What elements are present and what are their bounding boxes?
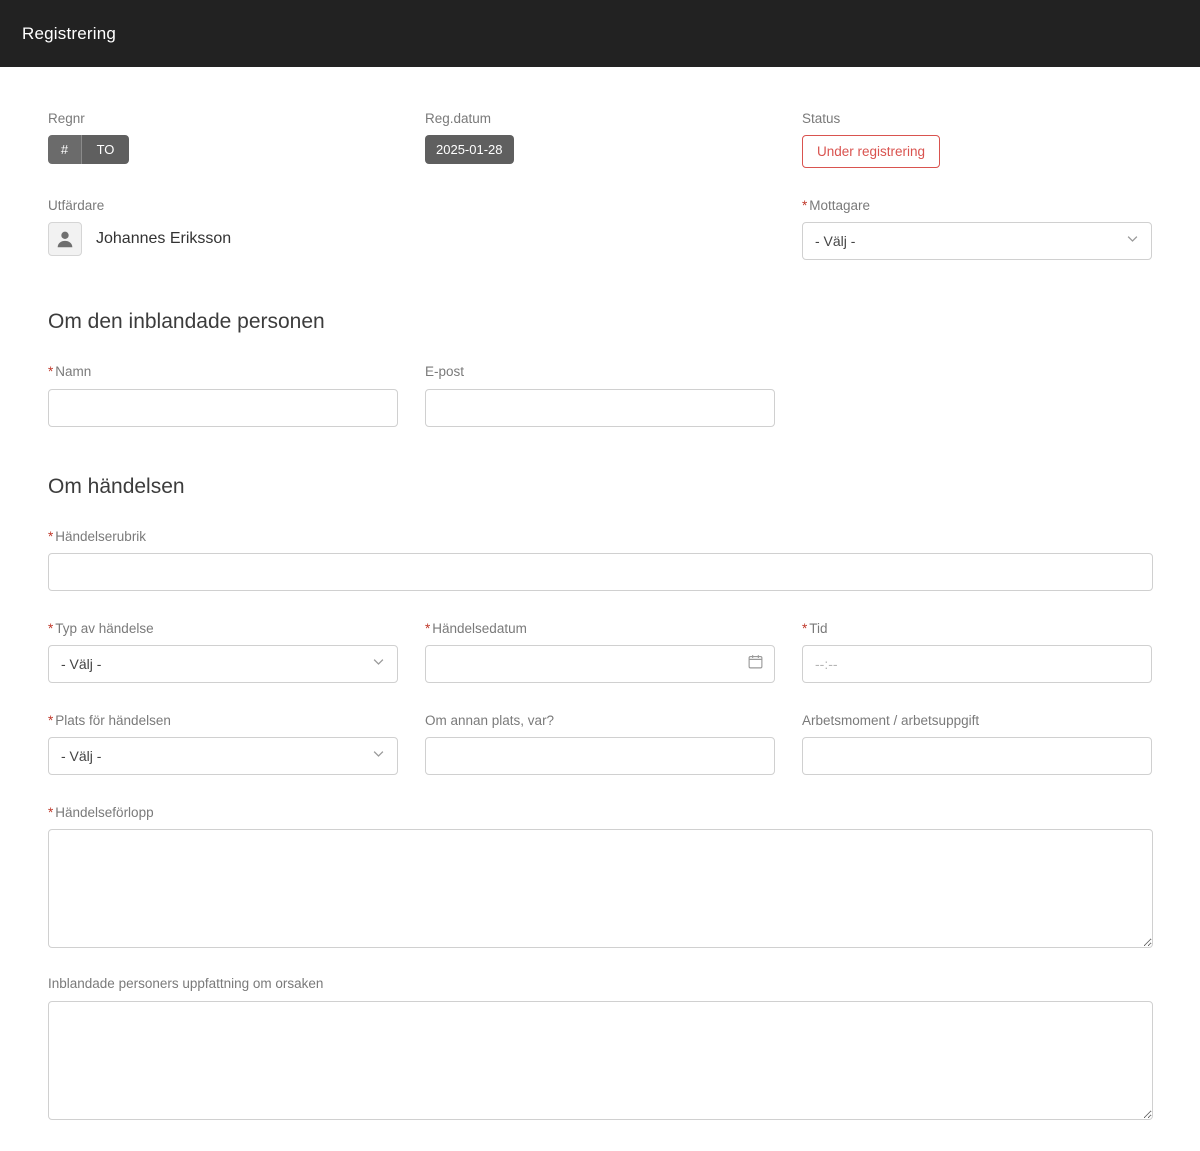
person-spacer bbox=[802, 364, 1152, 426]
required-marker: * bbox=[802, 198, 808, 214]
required-marker: * bbox=[48, 528, 54, 544]
status-group bbox=[802, 111, 1152, 168]
tid-group bbox=[802, 621, 1152, 683]
required-marker: * bbox=[425, 620, 431, 636]
mottagare-group bbox=[802, 198, 1152, 260]
annan-plats-label: Om annan plats, var? bbox=[425, 712, 555, 728]
typ-label bbox=[48, 621, 398, 637]
namn-label bbox=[48, 364, 398, 380]
event-row-2 bbox=[48, 713, 1152, 775]
issuer-value bbox=[48, 222, 398, 256]
handelserubrik-group bbox=[48, 529, 1152, 591]
regnr-badge bbox=[48, 135, 129, 164]
namn-label-text: Namn bbox=[55, 364, 92, 380]
required-marker: * bbox=[48, 712, 54, 728]
datum-label-text: Händelsedatum bbox=[432, 620, 527, 636]
plats-label-text: Plats för händelsen bbox=[55, 712, 171, 728]
plats-select-wrap[interactable] bbox=[48, 737, 398, 775]
page-title: Registrering bbox=[22, 23, 117, 43]
uppfattning-group bbox=[48, 976, 1152, 1119]
regdatum-label: Reg.datum bbox=[425, 111, 492, 126]
person-fields-row bbox=[48, 364, 1152, 426]
mottagare-label-text: Mottagare bbox=[809, 198, 871, 214]
spacer-cell bbox=[425, 198, 802, 260]
datum-group bbox=[425, 621, 802, 683]
handelseforlopp-label-text: Händelseförlopp bbox=[55, 805, 154, 821]
plats-select[interactable] bbox=[48, 737, 398, 775]
namn-group bbox=[48, 364, 425, 426]
issuer-name: Johannes Eriksson bbox=[96, 230, 232, 248]
typ-group bbox=[48, 621, 425, 683]
regnr-group bbox=[48, 111, 425, 168]
arbetsmoment-input[interactable] bbox=[802, 737, 1152, 775]
handelserubrik-input[interactable] bbox=[48, 553, 1153, 591]
typ-select-wrap[interactable] bbox=[48, 645, 398, 683]
regnr-prefix: # bbox=[48, 135, 81, 164]
handelserubrik-label bbox=[48, 529, 1152, 545]
datum-label bbox=[425, 621, 775, 637]
mottagare-select-wrap[interactable] bbox=[802, 222, 1152, 260]
status-label: Status bbox=[802, 111, 841, 126]
datum-input[interactable] bbox=[425, 645, 775, 683]
epost-label: E-post bbox=[425, 364, 465, 380]
section-title-event: Om händelsen bbox=[48, 474, 185, 498]
calendar-icon[interactable] bbox=[747, 653, 764, 675]
arbetsmoment-group bbox=[802, 713, 1152, 775]
regdatum-value: 2025-01-28 bbox=[425, 135, 514, 164]
uppfattning-label: Inblandade personers uppfattning om orsaken bbox=[48, 976, 324, 992]
mottagare-select[interactable] bbox=[802, 222, 1152, 260]
namn-input[interactable] bbox=[48, 389, 398, 427]
user-avatar-icon bbox=[48, 222, 82, 256]
epost-group bbox=[425, 364, 802, 426]
typ-label-text: Typ av händelse bbox=[55, 620, 154, 636]
issuer-group bbox=[48, 198, 425, 260]
meta-row bbox=[48, 111, 1152, 168]
required-marker: * bbox=[48, 364, 54, 380]
regnr-label: Regnr bbox=[48, 111, 85, 126]
annan-plats-input[interactable] bbox=[425, 737, 775, 775]
issuer-label: Utfärdare bbox=[48, 198, 105, 214]
handelseforlopp-group bbox=[48, 805, 1152, 948]
issuer-row bbox=[48, 198, 1152, 260]
handelserubrik-label-text: Händelserubrik bbox=[55, 528, 147, 544]
typ-select[interactable] bbox=[48, 645, 398, 683]
app-header bbox=[0, 0, 1200, 67]
epost-input[interactable] bbox=[425, 389, 775, 427]
arbetsmoment-label: Arbetsmoment / arbetsuppgift bbox=[802, 712, 980, 728]
section-title-person: Om den inblandade personen bbox=[48, 310, 325, 334]
plats-label bbox=[48, 713, 398, 729]
tid-label-text: Tid bbox=[809, 620, 828, 636]
mottagare-label bbox=[802, 198, 1152, 214]
handelseforlopp-label bbox=[48, 805, 1152, 821]
event-row-1 bbox=[48, 621, 1152, 683]
handelseforlopp-textarea[interactable] bbox=[48, 829, 1153, 948]
plats-group bbox=[48, 713, 425, 775]
regnr-code: TO bbox=[81, 135, 129, 164]
tid-input[interactable] bbox=[802, 645, 1152, 683]
annan-plats-group bbox=[425, 713, 802, 775]
regdatum-group bbox=[425, 111, 802, 168]
form-page bbox=[0, 111, 1200, 1120]
status-badge: Under registrering bbox=[802, 135, 940, 168]
datum-input-wrap[interactable] bbox=[425, 645, 775, 683]
tid-label bbox=[802, 621, 1152, 637]
required-marker: * bbox=[48, 620, 54, 636]
required-marker: * bbox=[48, 805, 54, 821]
required-marker: * bbox=[802, 620, 808, 636]
uppfattning-textarea[interactable] bbox=[48, 1001, 1153, 1120]
